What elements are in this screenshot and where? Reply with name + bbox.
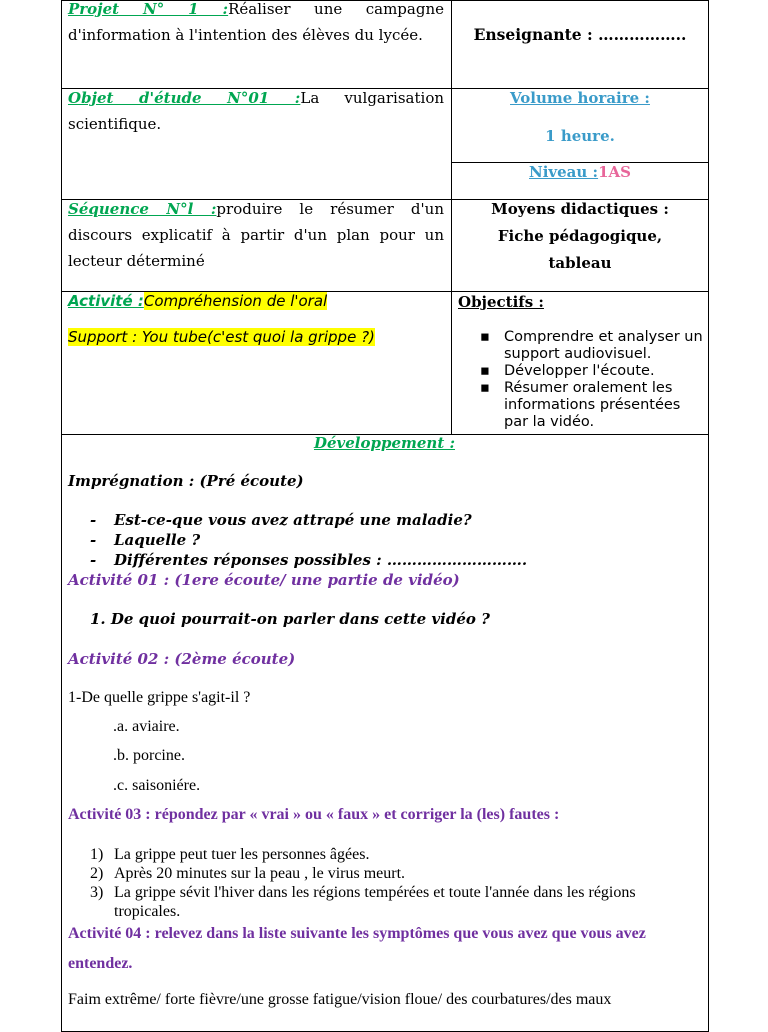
- objectifs-cell: [452, 289, 708, 431]
- enseignante: Enseignante : ……………..: [473, 25, 687, 44]
- questions-list: [62, 510, 702, 570]
- niveau-label: Niveau :: [529, 163, 599, 181]
- sequence-label: Séquence N°l :: [68, 200, 217, 218]
- impregnation: Imprégnation : (Pré écoute): [68, 472, 304, 490]
- objectifs-list: [452, 329, 708, 431]
- volume-label-text: Volume horaire :: [510, 89, 650, 107]
- sequence-cell: [68, 196, 444, 274]
- activite-label: Activité :: [68, 292, 144, 310]
- statement-item: 1) La grippe peut tuer les personnes âgées.: [90, 846, 370, 863]
- question-item: - Différentes réponses possibles : ……………………….: [62, 550, 702, 570]
- objectif-item: ▪ Comprendre et analyser un support audiovisuel.: [452, 329, 708, 363]
- projet-label: Projet N° 1 :: [68, 0, 229, 18]
- objet-text: La vulgarisation scientifique.: [68, 89, 445, 133]
- question-item: - Est-ce-que vous avez attrapé une maladie?: [62, 510, 702, 530]
- question-item: - Laquelle ?: [62, 530, 702, 550]
- moyens-line1: Moyens didactiques :: [491, 200, 669, 218]
- support-text: Support : You tube(c'est quoi la grippe ?): [68, 328, 375, 346]
- niveau-value: 1AS: [598, 163, 631, 181]
- symptom-list-text: Faim extrême/ forte fièvre/une grosse fatigue/vision floue/ des courbatures/des maux: [68, 991, 612, 1008]
- moyens-cell: [452, 196, 708, 277]
- sequence-text: produire le résumer d'un discours explicatif à partir d'un plan pour un lecteur déterminé: [68, 200, 444, 270]
- objet-cell: [68, 85, 444, 137]
- activite-cell: [68, 288, 444, 350]
- choice-item: .c. saisoniére.: [113, 777, 201, 794]
- moyens-line3: tableau: [548, 254, 612, 272]
- activity-04-title: Activité 04 : relevez dans la liste suivante les symptômes que vous avez que vous avez entendez.: [68, 925, 646, 972]
- projet-cell: [68, 0, 444, 48]
- choice-item: .b. porcine.: [113, 747, 185, 764]
- activity-03-title: Activité 03 : répondez par « vrai » ou « faux » et corriger la (les) fautes :: [68, 806, 560, 823]
- activite-text: Compréhension de l'oral: [143, 292, 328, 310]
- volume-value: 1 heure.: [545, 127, 615, 145]
- objectifs-label: Objectifs :: [458, 293, 544, 311]
- objectif-item: ▪ Résumer oralement les informations présentées par la vidéo.: [452, 380, 708, 431]
- objectif-item: ▪ Développer l'écoute.: [452, 363, 708, 380]
- choice-item: .a. aviaire.: [113, 718, 180, 735]
- activity-02-question: 1-De quelle grippe s'agit-il ?: [68, 689, 251, 706]
- statement-item: 2) Après 20 minutes sur la peau , le virus meurt.: [90, 865, 406, 882]
- objet-label: Objet d'étude N°01 :: [68, 89, 301, 107]
- moyens-line2: Fiche pédagogique,: [497, 227, 663, 245]
- projet-text: Réaliser une campagne d'information à l'intention des élèves du lycée.: [68, 0, 444, 44]
- activity-01-title: Activité 01 : (1ere écoute/ une partie de vidéo): [68, 571, 460, 589]
- developpement-title: Développement :: [313, 434, 456, 452]
- activity-01-question: 1. De quoi pourrait-on parler dans cette vidéo ?: [90, 610, 490, 628]
- niveau: [452, 159, 708, 185]
- statement-item: 3) La grippe sévit l'hiver dans les régions tempérées et toute l'année dans les régions tropicales.: [90, 884, 636, 920]
- statements-list: [68, 845, 688, 921]
- activity-02-title: Activité 02 : (2ème écoute): [68, 650, 296, 668]
- volume-label: [452, 85, 708, 111]
